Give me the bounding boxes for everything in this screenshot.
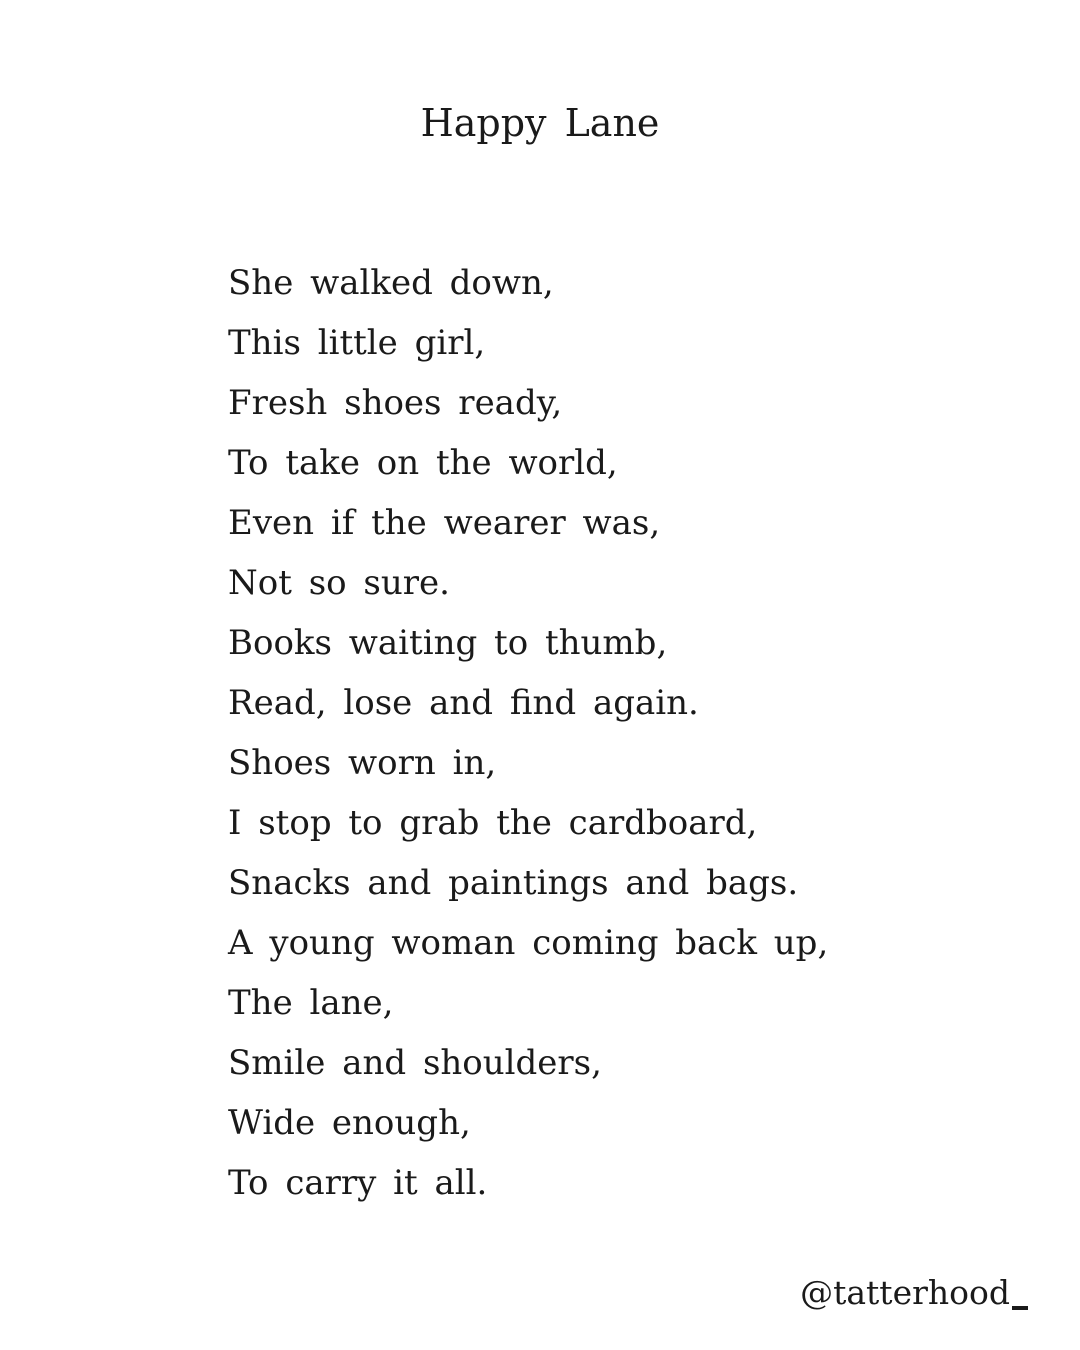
poem-line: This little girl, (228, 323, 486, 363)
poem-title: Happy Lane (420, 101, 660, 145)
poem-line: A young woman coming back up, (228, 923, 829, 963)
poem-line: Snacks and paintings and bags. (228, 863, 799, 903)
author-handle (800, 1268, 1028, 1318)
poem-line: Wide enough, (228, 1103, 471, 1143)
poem-line: Shoes worn in, (228, 743, 497, 783)
poem-line: Smile and shoulders, (228, 1043, 602, 1083)
poem-line: Fresh shoes ready, (228, 383, 563, 423)
poem-line: The lane, (228, 983, 394, 1023)
poem-line: To carry it all. (228, 1163, 488, 1203)
poem-line: I stop to grab the cardboard, (228, 803, 758, 843)
poem-line: To take on the world, (228, 443, 618, 483)
poem-line: Books waiting to thumb, (228, 623, 668, 663)
author-handle-text: @tatterhood (800, 1273, 1010, 1312)
poem-body (228, 253, 828, 1213)
poem-line: Not so sure. (228, 563, 450, 603)
poem-line: Even if the wearer was, (228, 503, 661, 543)
poem-line: She walked down, (228, 263, 554, 303)
handle-underscore-mark (1012, 1306, 1028, 1310)
poem-line: Read, lose and find again. (228, 683, 699, 723)
